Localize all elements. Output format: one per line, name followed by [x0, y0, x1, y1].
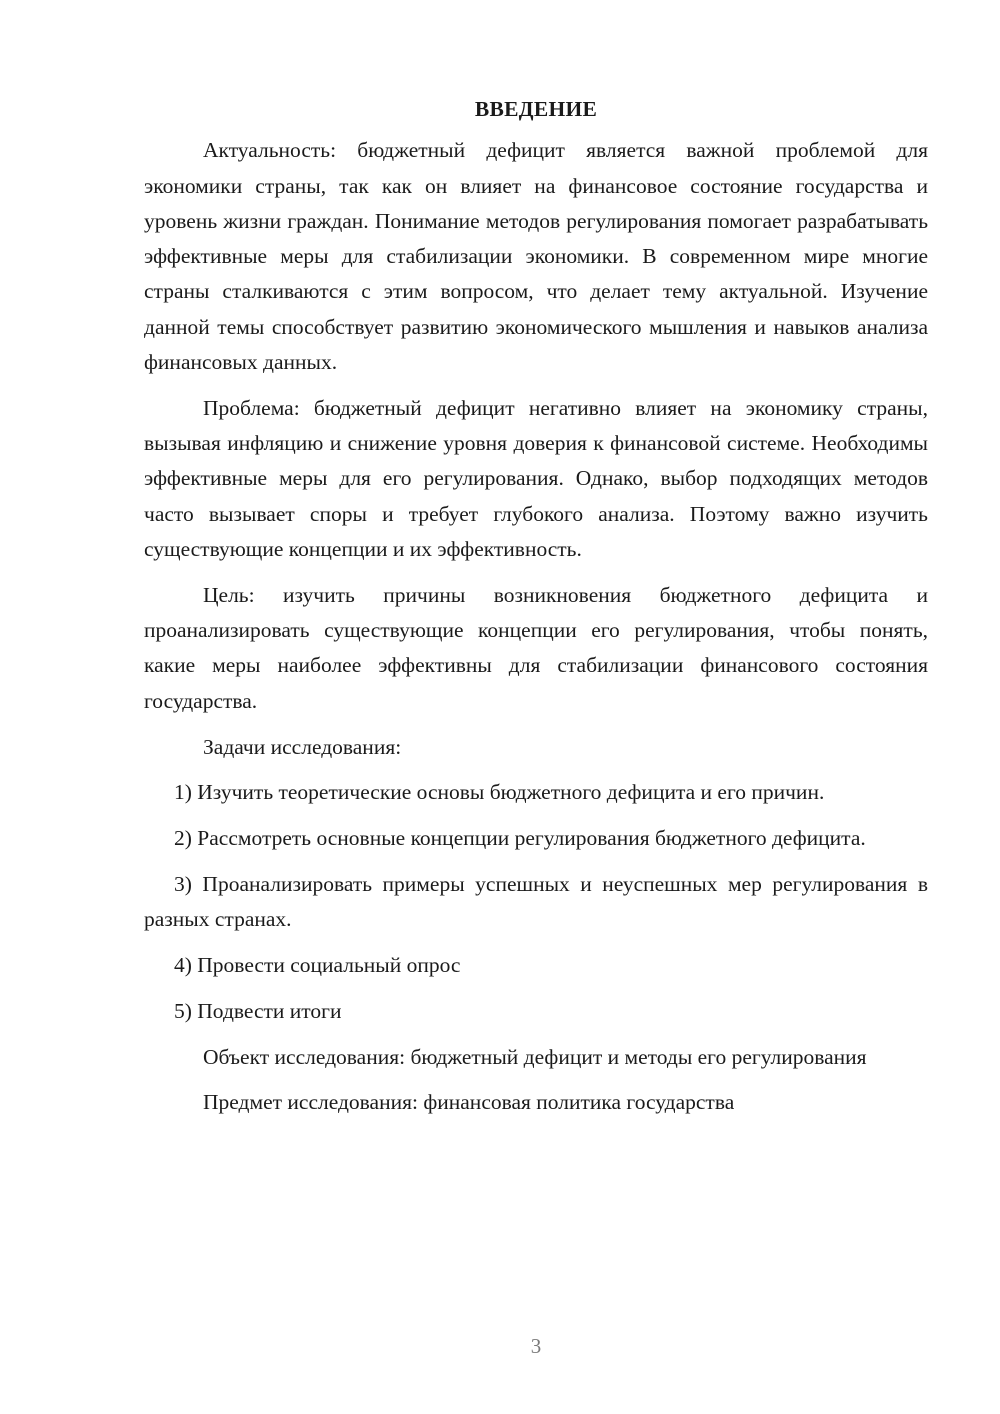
page-number: 3	[530, 1334, 542, 1358]
tasks-list	[144, 775, 928, 1029]
task-item-3: 3) Проанализировать примеры успешных и неуспешных мер регулирования в разных странах.	[144, 871, 928, 932]
task-item-5: 5) Подвести итоги	[174, 998, 342, 1023]
task-item-1: 1) Изучить теоретические основы бюджетного дефицита и его причин.	[174, 780, 825, 805]
research-subject-paragraph: Предмет исследования: финансовая политика государства	[203, 1090, 735, 1115]
task-item-4: 4) Провести социальный опрос	[174, 953, 461, 978]
goal-paragraph: Цель: изучить причины возникновения бюджетного дефицита и проанализировать существующие концепции его регулирования, чтобы понять, какие меры наиболее эффективны для стабилизации финансового состояния государства.	[144, 582, 928, 713]
problem-paragraph: Проблема: бюджетный дефицит негативно влияет на экономику страны, вызывая инфляцию и снижение уровня доверия к финансовой системе. Необходимы эффективные меры для его регулирования. Однако, выбор подходящих методов часто вызывает споры и требует глубокого анализа. Поэтому важно изучить существующие концепции и их эффективность.	[144, 395, 928, 562]
relevance-paragraph: Актуальность: бюджетный дефицит является важной проблемой для экономики страны, так как он влияет на финансовое состояние государства и уровень жизни граждан. Понимание методов регулирования помогает разрабатывать эффективные меры для стабилизации экономики. В современном мире многие страны сталкиваются с этим вопросом, что делает тему актуальной. Изучение данной темы способствует развитию экономического мышления и навыков анализа финансовых данных.	[144, 138, 928, 375]
page-content	[144, 92, 928, 1131]
tasks-heading: Задачи исследования:	[203, 734, 402, 759]
section-title: ВВЕДЕНИЕ	[474, 97, 598, 121]
task-item-2: 2) Рассмотреть основные концепции регулирования бюджетного дефицита.	[174, 826, 866, 851]
research-object-paragraph: Объект исследования: бюджетный дефицит и методы его регулирования	[203, 1044, 867, 1069]
